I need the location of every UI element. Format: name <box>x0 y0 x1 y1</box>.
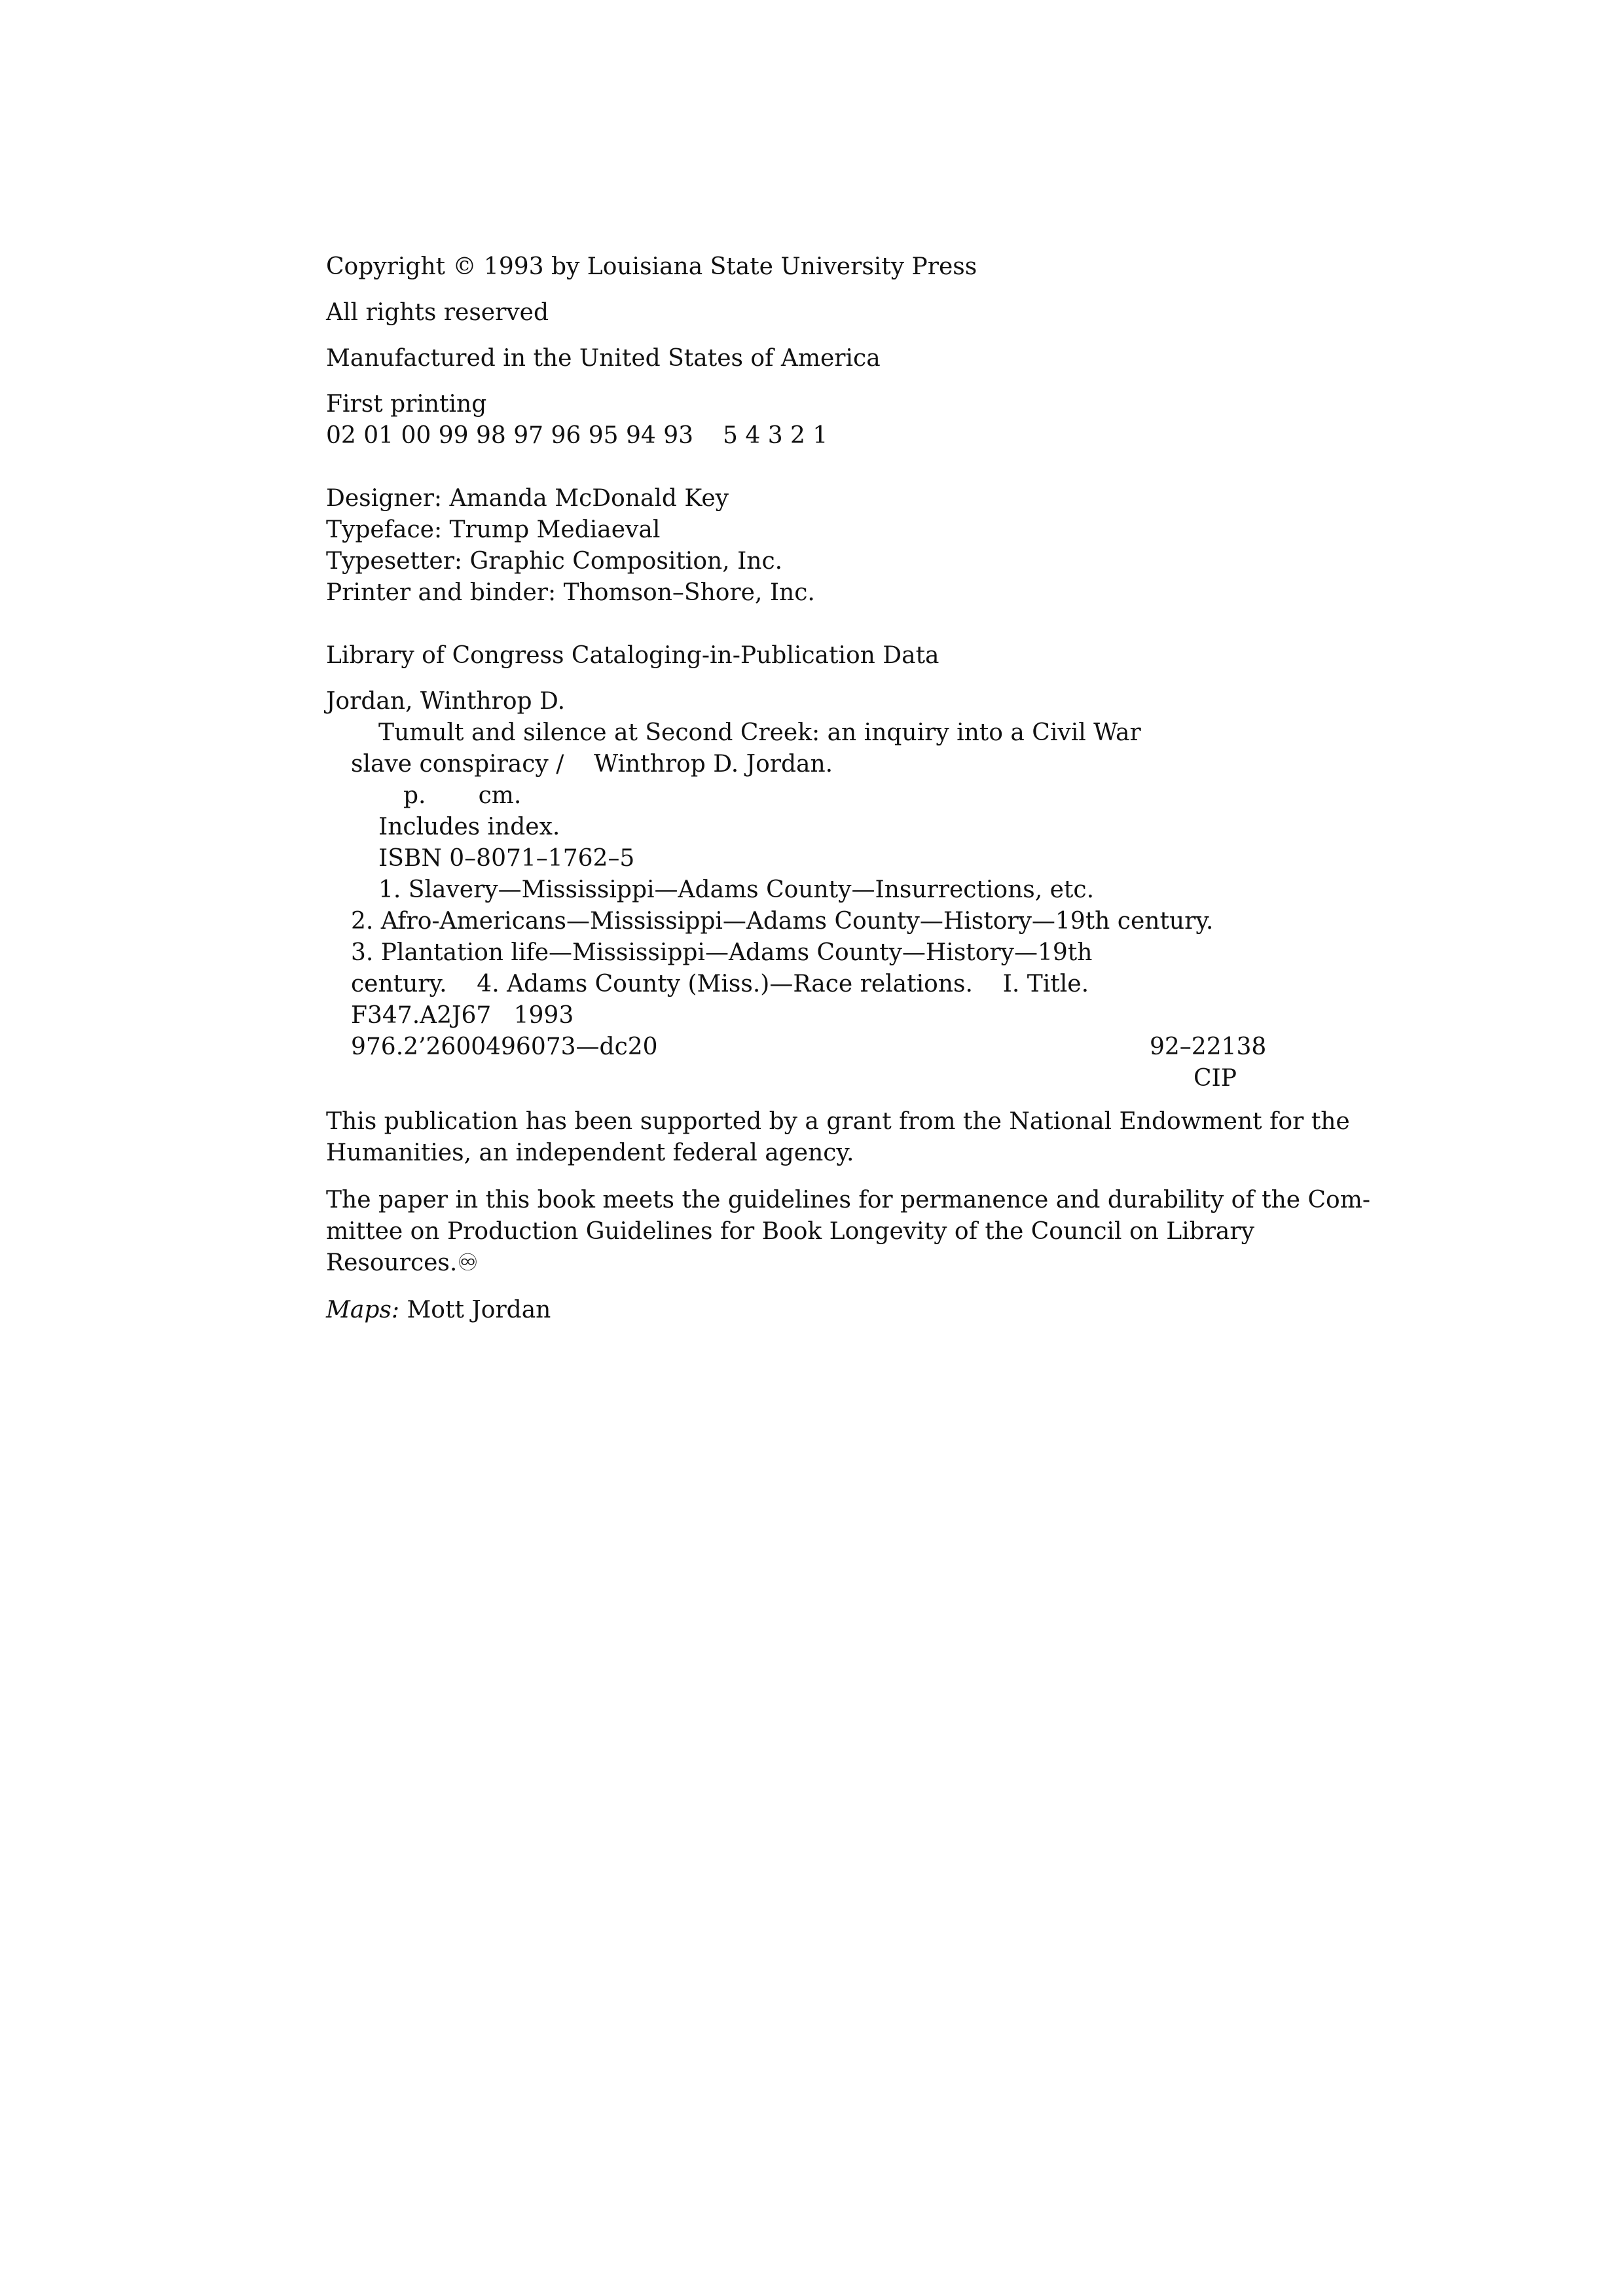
cip-isbn: ISBN 0–8071–1762–5 <box>378 845 635 872</box>
neh-note <box>326 1106 1400 1169</box>
printing-numbers: 5 4 3 2 1 <box>723 422 828 449</box>
rights-line: All rights reserved <box>326 299 549 326</box>
printing-years: 02 01 00 99 98 97 96 95 94 93 <box>326 422 694 449</box>
credit-printer: Printer and binder: Thomson–Shore, Inc. <box>326 579 815 606</box>
maps-credit <box>326 1295 1400 1326</box>
cip-subject-4: century. 4. Adams County (Miss.)—Race relations. I. Title. <box>351 971 1089 997</box>
paper-statement-line2: mittee on Production Guidelines for Book Longevity of the Council on Library <box>326 1218 1254 1245</box>
credit-typeface: Typeface: Trump Mediaeval <box>326 516 661 543</box>
cip-heading: Library of Congress Cataloging-in-Publication Data <box>326 642 939 669</box>
copyright-line: Copyright © 1993 by Louisiana State University Press <box>326 253 977 280</box>
rights-section <box>326 297 1400 329</box>
cip-subject-1: 1. Slavery—Mississippi—Adams County—Insurrections, etc. <box>378 876 1095 903</box>
cip-title-line2: slave conspiracy / Winthrop D. Jordan. <box>351 751 833 778</box>
printing-section <box>326 389 1400 452</box>
cip-heading-section <box>326 640 1400 672</box>
cip-dewey-row <box>326 1031 1400 1063</box>
cip-subject-3: 3. Plantation life—Mississippi—Adams County—History—19th <box>351 939 1093 966</box>
printing-label: First printing <box>326 391 487 418</box>
cip-record <box>326 686 1400 1094</box>
printing-row <box>326 420 1400 452</box>
cip-mark: CIP <box>1194 1065 1237 1092</box>
cip-lccn: 92–22138 <box>1150 1033 1267 1060</box>
paper-note <box>326 1185 1400 1279</box>
maps-label: Maps: <box>326 1297 399 1323</box>
cip-title-line1: Tumult and silence at Second Creek: an inquiry into a Civil War <box>378 719 1141 746</box>
credit-designer: Designer: Amanda McDonald Key <box>326 485 729 512</box>
cip-author: Jordan, Winthrop D. <box>326 688 566 715</box>
credits-section <box>326 483 1400 609</box>
cip-lc-number: F347.A2J67 1993 <box>351 1002 574 1029</box>
copyright-section <box>326 251 1400 283</box>
manufacture-section <box>326 343 1400 374</box>
paper-statement-line1: The paper in this book meets the guidelines for permanence and durability of the Com- <box>326 1187 1371 1213</box>
credit-typesetter: Typesetter: Graphic Composition, Inc. <box>326 548 783 575</box>
maps-value: Mott Jordan <box>407 1297 551 1323</box>
cip-dewey: 976.2’2600496073—dc20 <box>351 1033 658 1060</box>
paper-statement-line3: Resources.♾ <box>326 1249 479 1276</box>
cip-pages: p. cm. <box>403 782 522 809</box>
cip-subject-2: 2. Afro-Americans—Mississippi—Adams County—History—19th century. <box>351 908 1214 935</box>
cip-index: Includes index. <box>378 814 560 840</box>
cip-mark-row <box>326 1063 1400 1094</box>
manufactured-line: Manufactured in the United States of America <box>326 345 881 372</box>
neh-statement: This publication has been supported by a grant from the National Endowment for the Humanities, an independent federal agency. <box>326 1108 1350 1166</box>
